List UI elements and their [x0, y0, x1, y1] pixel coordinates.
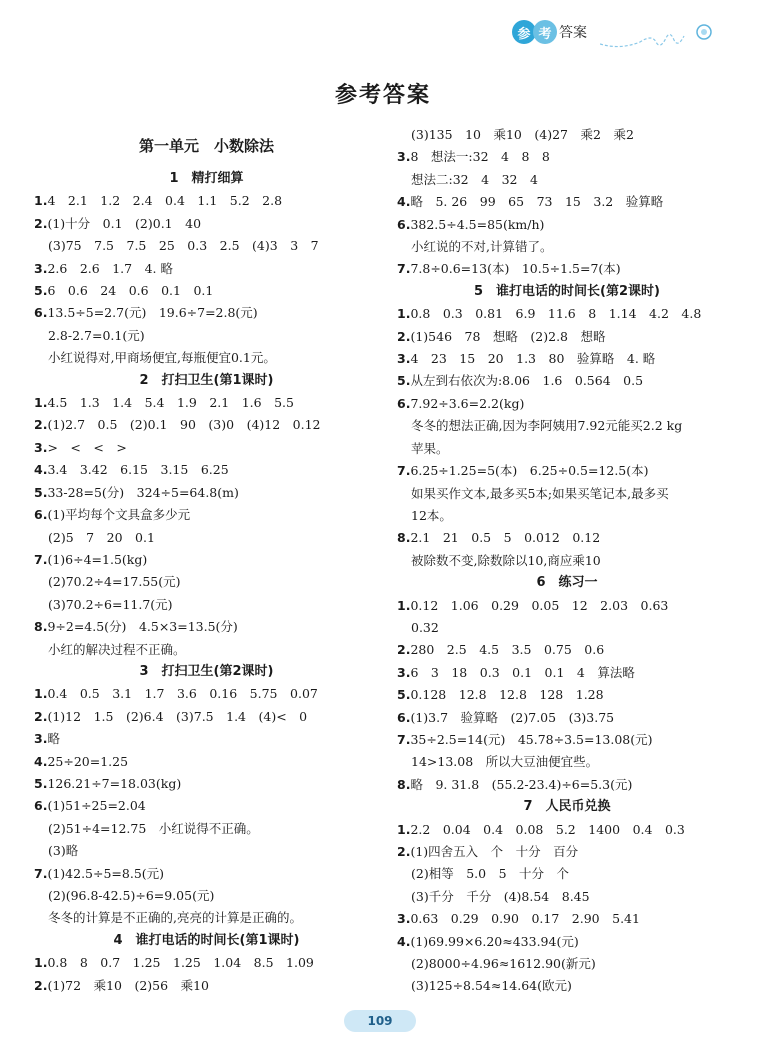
answer-text: 略 5. 26 99 65 73 15 3.2 验算略: [410, 194, 664, 210]
answer-text: 略: [47, 731, 60, 747]
answer-line: [397, 124, 737, 146]
answer-line: [397, 684, 737, 706]
answer-line: [34, 549, 379, 571]
question-number: 8.: [34, 619, 48, 635]
answer-text: 3.4 3.42 6.15 3.15 6.25: [47, 462, 229, 478]
header-circle-2: 考: [533, 20, 557, 44]
answer-text: 8 想法一:32 4 8 8: [410, 149, 550, 165]
decorative-swirl-icon: [600, 16, 720, 52]
question-number: 6.: [34, 798, 48, 814]
question-number: 4.: [397, 194, 411, 210]
answer-line: [34, 795, 379, 817]
answer-line: [397, 751, 737, 773]
answer-text: (1)四舍五入 个 十分 百分: [410, 844, 579, 859]
question-number: 3.: [34, 439, 48, 455]
answer-text: (1)2.7 0.5 (2)0.1 90 (3)0 (4)12 0.12: [47, 417, 321, 433]
answer-line: [34, 258, 379, 280]
answer-text: (1)69.99×6.20≈433.94(元): [410, 933, 579, 949]
question-number: 7.: [397, 463, 411, 479]
answer-text: (3)75 7.5 7.5 25 0.3 2.5 (4)3 3 7: [48, 238, 319, 254]
answer-line: [397, 146, 737, 168]
section-heading: 1 精打细算: [169, 171, 244, 186]
answer-line: [34, 459, 379, 481]
answer-text: 小红的解决过程不正确。: [48, 641, 186, 657]
answer-line: [34, 907, 379, 929]
answer-text: 冬冬的计算是不正确的,亮亮的计算是正确的。: [48, 910, 302, 926]
answer-line: [397, 370, 737, 392]
answer-text: 4.5 1.3 1.4 5.4 1.9 2.1 1.6 5.5: [47, 395, 294, 411]
answer-text: 从左到右依次为:8.06 1.6 0.564 0.5: [410, 373, 644, 389]
answer-line: [34, 325, 379, 347]
answer-line: [34, 639, 379, 661]
answer-text: 13.5÷5=2.7(元) 19.6÷7=2.8(元): [47, 305, 258, 321]
section-heading: 7 人民币兑换: [523, 799, 611, 815]
answer-text: (1)72 乘10 (2)56 乘10: [47, 977, 209, 993]
unit-title: 第一单元 小数除法: [138, 137, 274, 155]
answer-line: [34, 818, 379, 840]
answer-line: [397, 662, 737, 684]
question-number: 2.: [34, 417, 48, 433]
question-number: 1.: [34, 955, 48, 971]
question-number: 7.: [34, 551, 48, 567]
answer-text: (3)135 10 乘10 (4)27 乘2 乘2: [411, 127, 634, 142]
answer-line: [397, 908, 737, 930]
answer-line: [34, 885, 379, 907]
answer-text: 382.5÷4.5=85(km/h): [410, 216, 545, 232]
question-number: 2.: [397, 844, 411, 859]
answer-line: [397, 258, 737, 280]
answer-line: [34, 728, 379, 750]
answer-text: (2)相等 5.0 5 十分 个: [411, 866, 570, 882]
answer-text: 6 3 18 0.3 0.1 0.1 4 算法略: [410, 664, 635, 680]
question-number: 3.: [397, 664, 411, 680]
answer-text: (1)十分 0.1 (2)0.1 40: [47, 215, 202, 231]
answer-line: [34, 414, 379, 436]
answer-line: [34, 504, 379, 526]
answer-line: [397, 326, 737, 348]
question-number: 1.: [34, 193, 48, 209]
answer-text: (2)5 7 20 0.1: [48, 529, 155, 545]
question-number: 2.: [34, 977, 48, 993]
answer-text: 0.8 8 0.7 1.25 1.25 1.04 8.5 1.09: [47, 955, 314, 971]
answer-line: [34, 280, 379, 302]
question-number: 4.: [34, 753, 48, 769]
answer-text: 被除数不变,除数除以10,商应乘10: [411, 552, 601, 568]
answer-line: [397, 953, 737, 975]
question-number: 3.: [397, 149, 411, 165]
answer-text: 9÷2=4.5(分) 4.5×3=13.5(分): [47, 619, 238, 635]
answer-text: 33-28=5(分) 324÷5=64.8(m): [47, 484, 239, 500]
question-number: 7.: [397, 261, 411, 277]
question-number: 1.: [397, 306, 411, 322]
answer-text: 14>13.08 所以大豆油便宜些。: [411, 754, 599, 770]
question-number: 3.: [397, 351, 411, 367]
answer-text: 0.4 0.5 3.1 1.7 3.6 0.16 5.75 0.07: [47, 686, 318, 702]
answer-text: 2.6 2.6 1.7 4. 略: [47, 260, 173, 276]
answer-text: (2)51÷4=12.75 小红说得不正确。: [48, 820, 259, 836]
left-answers: [34, 168, 379, 997]
answer-text: (3)125÷8.54≈14.64(欧元): [411, 978, 572, 994]
question-number: 6.: [34, 507, 48, 523]
question-number: 5.: [34, 775, 48, 791]
question-number: 5.: [34, 484, 48, 500]
question-number: 6.: [34, 305, 48, 321]
question-number: 1.: [397, 597, 411, 613]
question-number: 8.: [397, 530, 411, 546]
answer-line: [397, 819, 737, 841]
question-number: 5.: [397, 687, 411, 703]
question-number: 2.: [34, 708, 48, 724]
answer-text: 苹果。: [411, 440, 449, 456]
answer-line: [34, 437, 379, 459]
answer-line: [34, 482, 379, 504]
answer-text: (2)(96.8-42.5)÷6=9.05(元): [48, 888, 215, 903]
answer-line: [34, 975, 379, 997]
answer-text: (2)70.2÷4=17.55(元): [48, 574, 181, 590]
question-number: 5.: [397, 373, 411, 389]
question-number: 3.: [34, 731, 48, 747]
question-number: 6.: [397, 216, 411, 232]
answer-line: [34, 840, 379, 862]
answer-line: [34, 347, 379, 369]
question-number: 8.: [397, 776, 411, 792]
answer-line: [34, 863, 379, 885]
answer-text: 6 0.6 24 0.6 0.1 0.1: [47, 283, 214, 299]
answer-text: 0.12 1.06 0.29 0.05 12 2.03 0.63: [410, 597, 669, 613]
header-circle-1: 参: [512, 20, 536, 44]
answer-text: > < < >: [47, 439, 127, 455]
answer-line: [397, 460, 737, 482]
left-column: [34, 124, 379, 997]
answer-line: [397, 393, 737, 415]
answer-line: [397, 527, 737, 549]
question-number: 2.: [397, 328, 411, 344]
answer-line: [397, 863, 737, 885]
answer-line: [397, 617, 737, 639]
answer-text: (1)51÷25=2.04: [47, 798, 146, 814]
answer-text: (2)8000÷4.96≈1612.90(新元): [411, 956, 596, 972]
answer-line: [397, 438, 737, 460]
answer-line: [34, 616, 379, 638]
answer-line: [397, 236, 737, 258]
answer-text: 小红说得对,甲商场便宜,每瓶便宜0.1元。: [48, 350, 276, 366]
answer-text: (3)略: [48, 843, 79, 859]
question-number: 1.: [34, 395, 48, 411]
answer-line: [397, 595, 737, 617]
answer-text: 4 2.1 1.2 2.4 0.4 1.1 5.2 2.8: [47, 193, 283, 209]
answer-text: 126.21÷7=18.03(kg): [47, 775, 182, 791]
answer-line: [397, 975, 737, 997]
answer-text: (1)6÷4=1.5(kg): [47, 551, 148, 567]
question-number: 6.: [397, 395, 411, 411]
right-column: [397, 124, 737, 998]
answer-text: (1)3.7 验算略 (2)7.05 (3)3.75: [410, 709, 615, 725]
question-number: 2.: [397, 642, 411, 658]
answer-line: [34, 706, 379, 728]
answer-line: [34, 392, 379, 414]
answer-line: [397, 303, 737, 325]
answer-text: 小红说的不对,计算错了。: [411, 239, 553, 255]
question-number: 4.: [397, 933, 411, 949]
section-heading: 3 打扫卫生(第2课时): [139, 663, 274, 679]
answer-line: [397, 774, 737, 796]
answer-line: [34, 683, 379, 705]
answer-line: [34, 571, 379, 593]
answer-text: 280 2.5 4.5 3.5 0.75 0.6: [410, 642, 605, 658]
answer-line: [397, 505, 737, 527]
answer-line: [397, 191, 737, 213]
answer-line: [397, 841, 737, 863]
answer-text: 0.8 0.3 0.81 6.9 11.6 8 1.14 4.2 4.8: [410, 306, 702, 322]
answer-line: [34, 302, 379, 324]
answer-text: 6.25÷1.25=5(本) 6.25÷0.5=12.5(本): [410, 463, 649, 479]
answer-line: [34, 952, 379, 974]
answer-line: [34, 594, 379, 616]
question-number: 4.: [34, 462, 48, 478]
answer-text: 2.8-2.7=0.1(元): [48, 327, 145, 343]
answer-line: [397, 729, 737, 751]
section-heading: 2 打扫卫生(第1课时): [139, 372, 274, 388]
right-answers: [397, 124, 737, 998]
answer-line: [397, 550, 737, 572]
answer-text: (3)70.2÷6=11.7(元): [48, 596, 173, 612]
answer-text: 0.63 0.29 0.90 0.17 2.90 5.41: [410, 911, 640, 927]
answer-line: [34, 190, 379, 212]
answer-text: 想法二:32 4 32 4: [411, 171, 538, 187]
header-text: 答案: [559, 25, 587, 41]
section-heading: 4 谁打电话的时间长(第1课时): [113, 932, 300, 948]
answer-text: 略 9. 31.8 (55.2-23.4)÷6=5.3(元): [410, 776, 633, 792]
answer-text: 35÷2.5=14(元) 45.78÷3.5=13.08(元): [410, 731, 653, 747]
answer-line: [34, 751, 379, 773]
answer-line: [34, 527, 379, 549]
answer-line: [397, 348, 737, 370]
page-number: 109: [344, 1010, 416, 1032]
question-number: 5.: [34, 283, 48, 299]
question-number: 6.: [397, 709, 411, 725]
answer-text: 7.92÷3.6=2.2(kg): [410, 395, 525, 411]
answer-text: 冬冬的想法正确,因为李阿姨用7.92元能买2.2 kg: [411, 418, 683, 434]
answer-line: [397, 214, 737, 236]
answer-text: 7.8÷0.6=13(本) 10.5÷1.5=7(本): [410, 261, 621, 277]
question-number: 7.: [397, 731, 411, 747]
answer-text: 0.32: [411, 619, 439, 635]
answer-text: 0.128 12.8 12.8 128 1.28: [410, 687, 604, 703]
answer-text: (1)12 1.5 (2)6.4 (3)7.5 1.4 (4)< 0: [47, 708, 308, 724]
answer-line: [397, 483, 737, 505]
question-number: 7.: [34, 865, 48, 881]
answer-text: 25÷20=1.25: [47, 753, 129, 769]
answer-text: 4 23 15 20 1.3 80 验算略 4. 略: [410, 351, 656, 367]
answer-line: [397, 886, 737, 908]
answer-line: [397, 931, 737, 953]
answer-text: 12本。: [411, 507, 452, 523]
answer-line: [397, 415, 737, 437]
section-heading: 5 谁打电话的时间长(第2课时): [474, 283, 660, 299]
answer-line: [397, 639, 737, 661]
header-badge: [512, 20, 587, 44]
question-number: 1.: [397, 821, 411, 837]
answer-line: [397, 169, 737, 191]
answer-line: [34, 213, 379, 235]
section-heading: 6 练习一: [536, 575, 598, 591]
page-title: 参考答案: [334, 83, 431, 108]
answer-text: (1)42.5÷5=8.5(元): [47, 865, 165, 881]
answer-line: [34, 235, 379, 257]
answer-text: (1)546 78 想略 (2)2.8 想略: [410, 328, 606, 344]
question-number: 3.: [34, 260, 48, 276]
answer-line: [397, 707, 737, 729]
answer-text: 2.2 0.04 0.4 0.08 5.2 1400 0.4 0.3: [410, 821, 685, 837]
answer-text: (1)平均每个文具盒多少元: [47, 507, 191, 523]
answer-text: (3)千分 千分 (4)8.54 8.45: [411, 888, 590, 904]
answer-line: [34, 773, 379, 795]
answer-text: 如果买作文本,最多买5本;如果买笔记本,最多买: [411, 485, 669, 501]
question-number: 3.: [397, 911, 411, 927]
question-number: 1.: [34, 686, 48, 702]
question-number: 2.: [34, 215, 48, 231]
answer-text: 2.1 21 0.5 5 0.012 0.12: [410, 530, 601, 546]
